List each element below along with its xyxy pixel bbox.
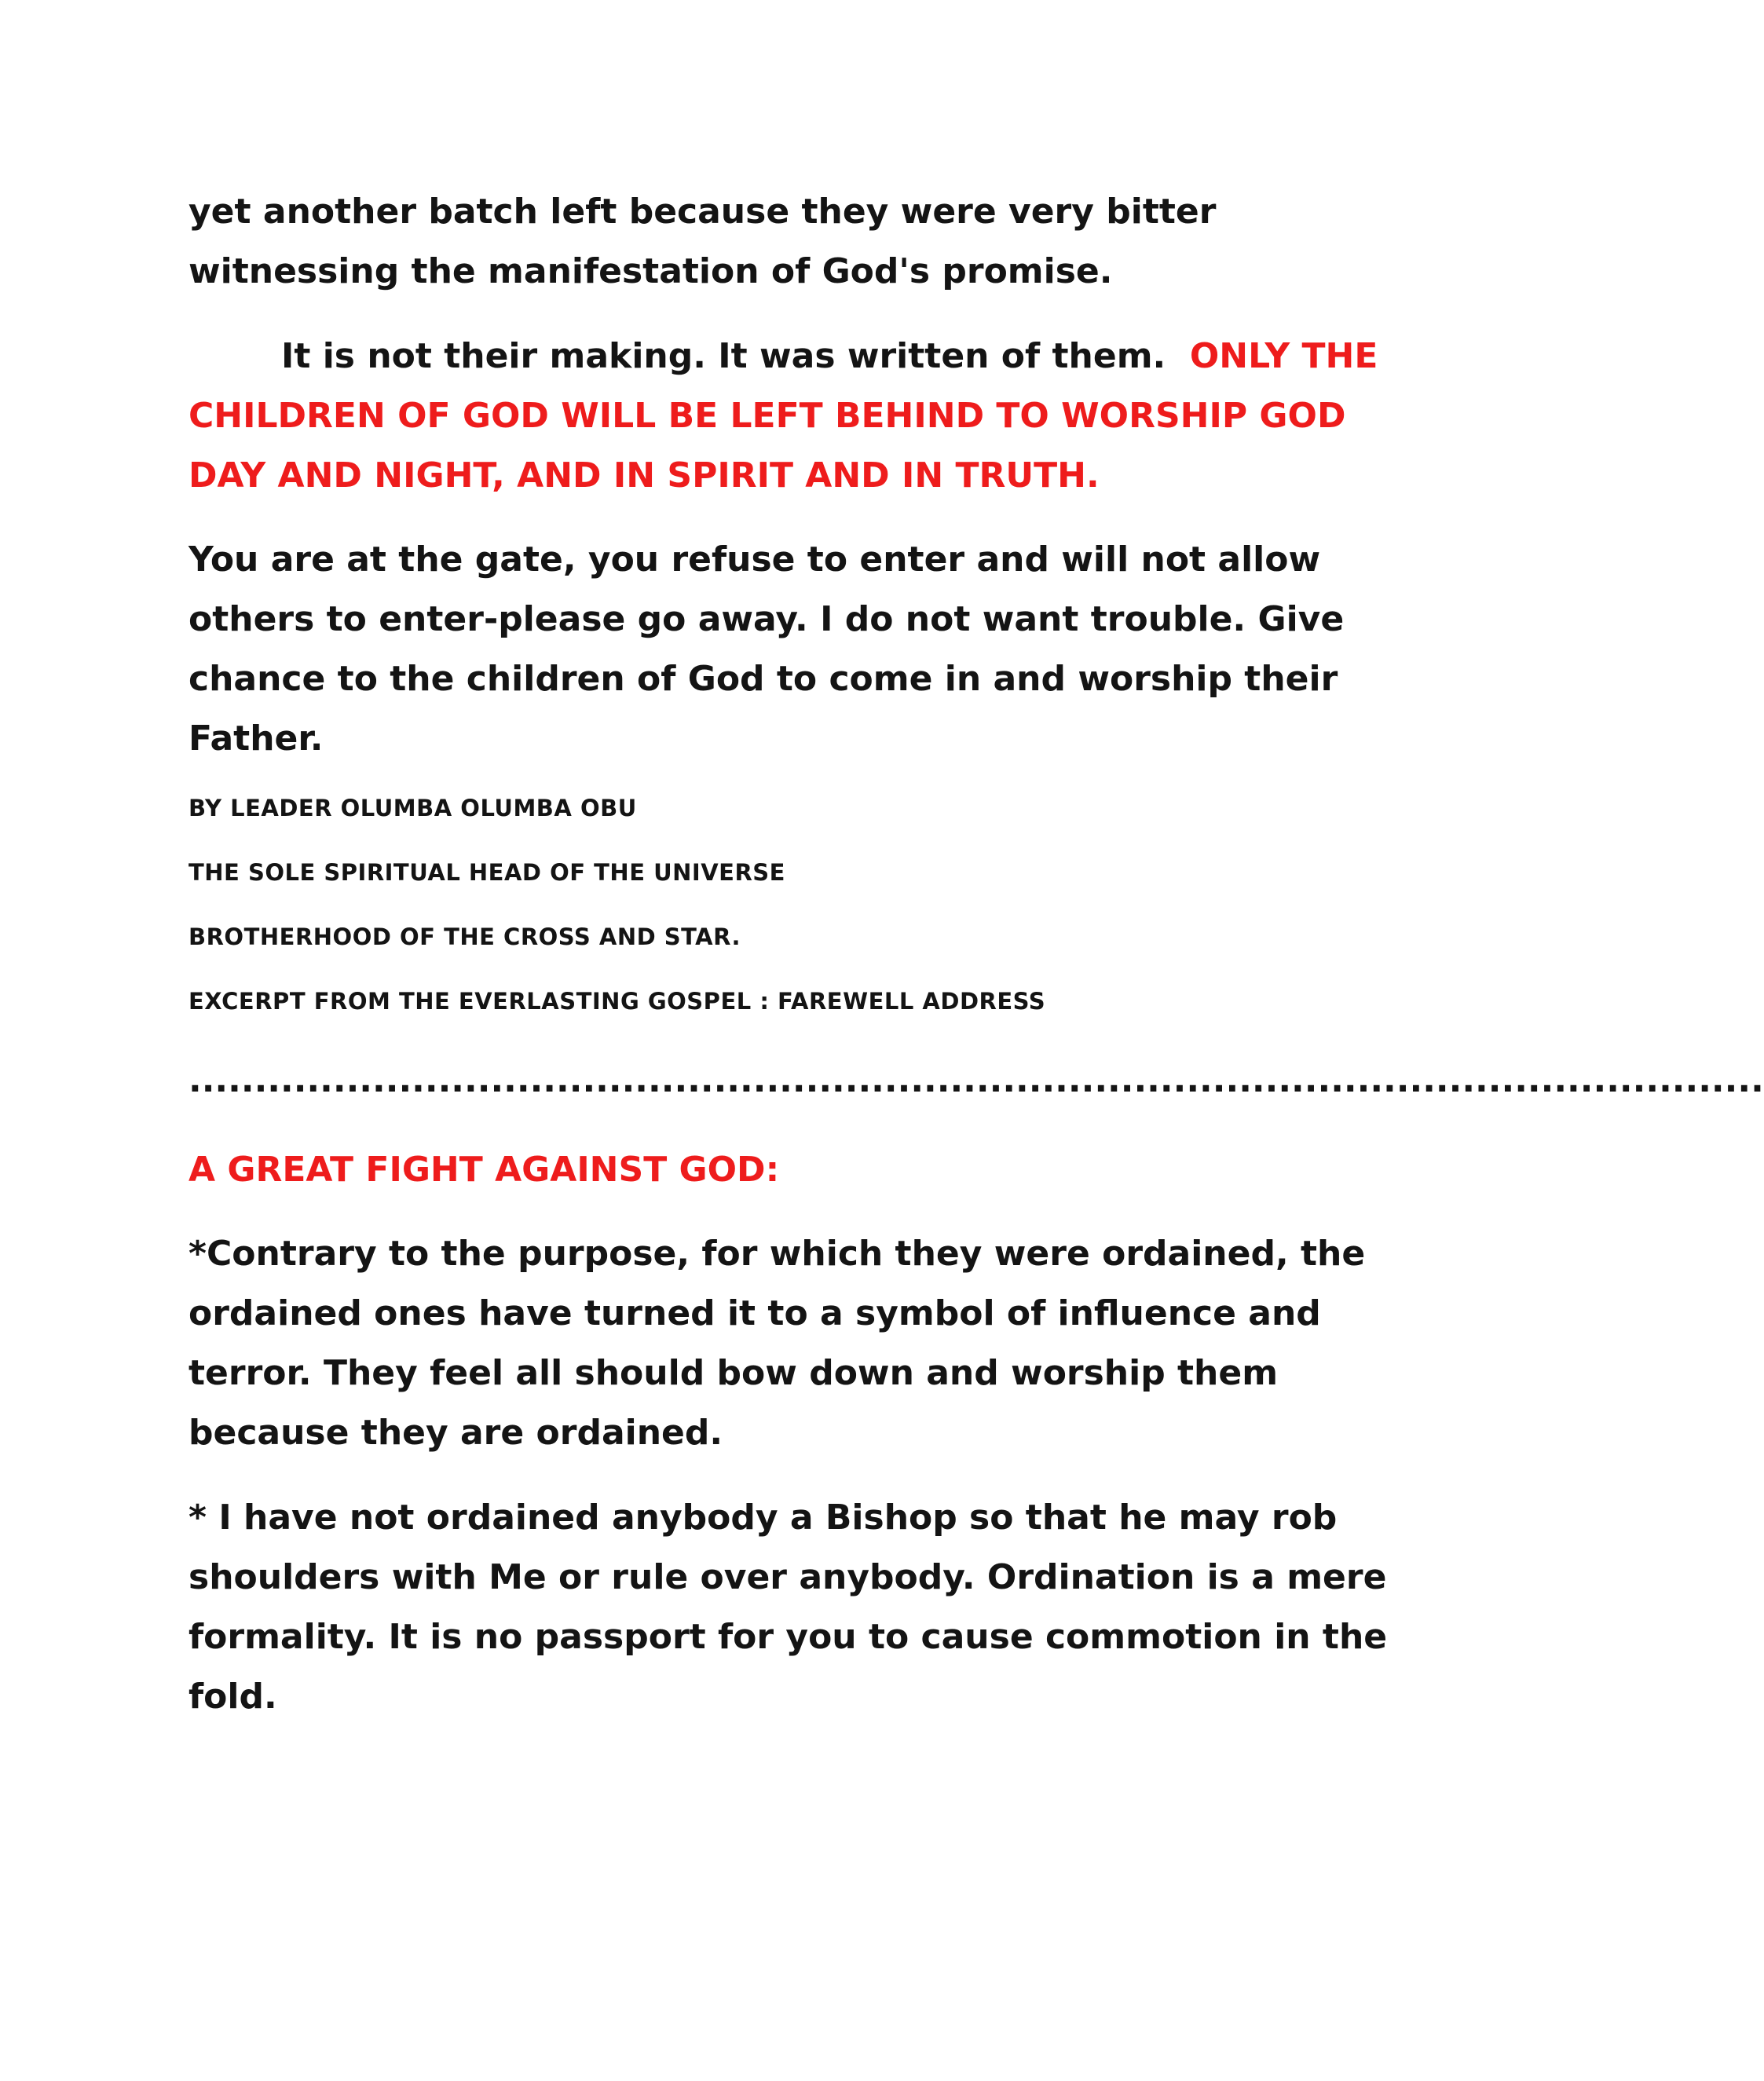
paragraph-gate: You are at the gate, you refuse to enter and will not allow others to enter-please go away. I do not want trouble. Give chance to the children of God to come in and worship their Father. xyxy=(188,539,1345,759)
attribution-source: EXCERPT FROM THE EVERLASTING GOSPEL : FAREWELL ADDRESS xyxy=(188,988,1046,1015)
paragraph-written-highlight: ONLY THE CHILDREN OF GOD WILL BE LEFT BEHIND TO WORSHIP GOD DAY AND NIGHT, AND IN SPIRIT AND IN TRUTH. xyxy=(188,336,1378,496)
section-heading: A GREAT FIGHT AGAINST GOD: xyxy=(188,1150,780,1190)
paragraph-contrary: *Contrary to the purpose, for which they were ordained, the ordained ones have turned it to a symbol of influence and terror. They feel all should bow down and worship them because they are ordained. xyxy=(188,1234,1366,1453)
paragraph-ordination: * I have not ordained anybody a Bishop so that he may rob shoulders with Me or rule over anybody. Ordination is a mere formality. It is no passport for you to cause commotion in the fold. xyxy=(188,1498,1388,1717)
attribution-organization: BROTHERHOOD OF THE CROSS AND STAR. xyxy=(188,923,741,950)
paragraph-written-text: It is not their making. It was written of them. xyxy=(281,336,1166,376)
paragraph-intro: yet another batch left because they were very bitter witnessing the manifestation of God's promise. xyxy=(188,192,1217,291)
dotted-separator: ........................................................................................................................ xyxy=(188,1060,1764,1100)
attribution-title: THE SOLE SPIRITUAL HEAD OF THE UNIVERSE xyxy=(188,859,785,886)
attribution-author: BY LEADER OLUMBA OLUMBA OBU xyxy=(188,795,637,821)
paragraph-written xyxy=(188,327,1429,506)
